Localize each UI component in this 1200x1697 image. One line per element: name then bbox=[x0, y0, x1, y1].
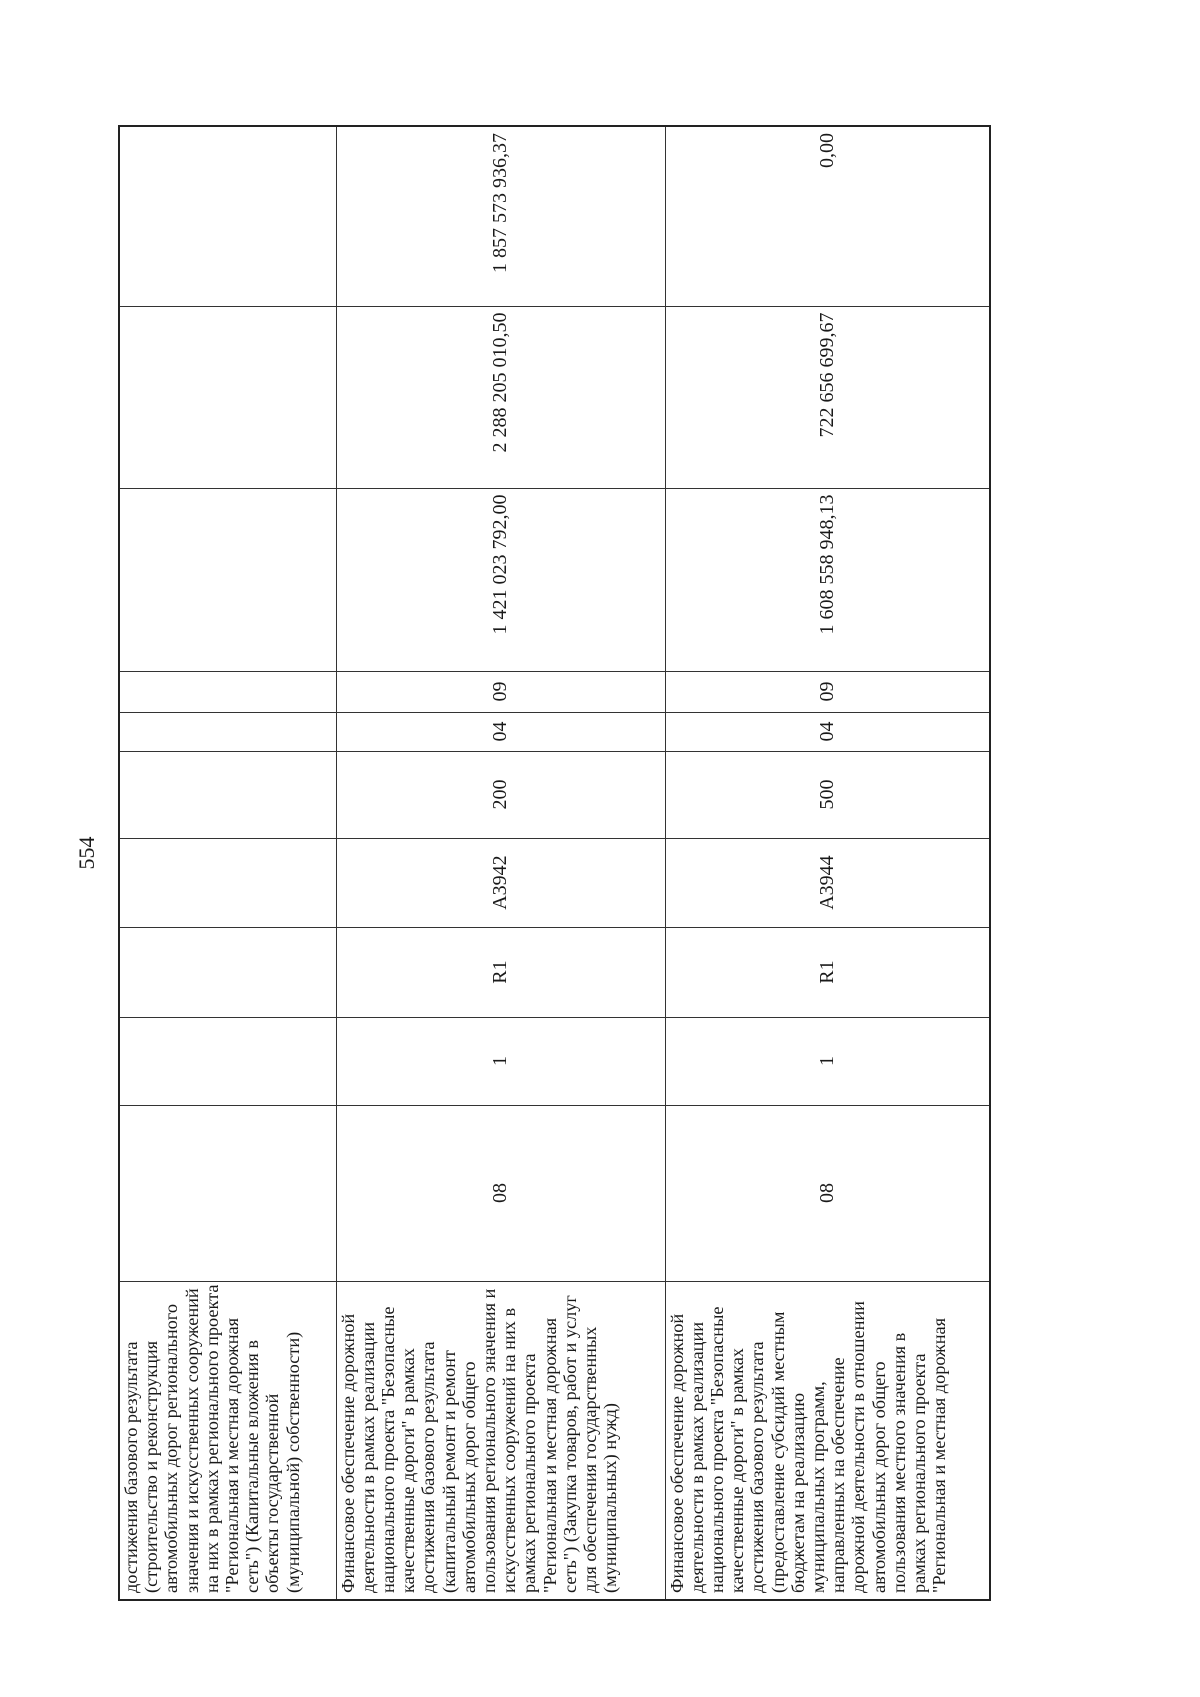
cell-amount-3: 1 857 573 936,37 bbox=[336, 126, 665, 306]
cell-code-a: 08 bbox=[336, 1105, 665, 1281]
table-row bbox=[119, 126, 336, 1600]
cell-code-d: А3944 bbox=[665, 838, 990, 927]
cell-code-f bbox=[119, 712, 336, 751]
row-description: Финансовое обеспечение дорожной деятельности в рамках реализации национального проекта "Безопасные качественные дороги" в рамках достижения базового результата (предоставление субсидий местным бюджетам на реализацию муниципальных программ, направленных на обеспечение дорожной деятельности в отношении автомобильных дорог общего пользования местного значения в рамках регионального проекта "Региональная и местная дорожная bbox=[665, 1281, 990, 1600]
cell-code-e: 500 bbox=[665, 751, 990, 838]
cell-code-g: 09 bbox=[665, 671, 990, 712]
cell-code-f: 04 bbox=[665, 712, 990, 751]
cell-code-c bbox=[119, 927, 336, 1017]
row-description: Финансовое обеспечение дорожной деятельности в рамках реализации национального проекта "Безопасные качественные дороги" в рамках достижения базового результата (капитальный ремонт и ремонт автомобильных дорог общего пользования регионального значения и искусственных сооружений на них в рамках регионального проекта "Региональная и местная дорожная сеть") (Закупка товаров, работ и услуг для обеспечения государственных (муниципальных) нужд) bbox=[336, 1281, 665, 1600]
page-number: 554 bbox=[74, 836, 99, 870]
cell-amount-2 bbox=[119, 306, 336, 488]
cell-amount-2: 722 656 699,67 bbox=[665, 306, 990, 488]
row-description: достижения базового результата (строительство и реконструкция автомобильных дорог регионального значения и искусственных сооружений на них в рамках регионального проекта "Региональная и местная дорожная сеть") (Капитальные вложения в объекты государственной (муниципальной) собственности) bbox=[119, 1281, 336, 1600]
cell-code-c: R1 bbox=[336, 927, 665, 1017]
cell-code-g: 09 bbox=[336, 671, 665, 712]
cell-code-b: 1 bbox=[665, 1017, 990, 1105]
cell-code-d bbox=[119, 838, 336, 927]
cell-code-e: 200 bbox=[336, 751, 665, 838]
cell-code-e bbox=[119, 751, 336, 838]
cell-code-g bbox=[119, 671, 336, 712]
cell-code-b: 1 bbox=[336, 1017, 665, 1105]
cell-amount-1: 1 421 023 792,00 bbox=[336, 488, 665, 671]
cell-code-a: 08 bbox=[665, 1105, 990, 1281]
cell-amount-2: 2 288 205 010,50 bbox=[336, 306, 665, 488]
table-row bbox=[665, 126, 990, 1600]
cell-code-a bbox=[119, 1105, 336, 1281]
cell-code-c: R1 bbox=[665, 927, 990, 1017]
cell-amount-3 bbox=[119, 126, 336, 306]
cell-amount-3: 0,00 bbox=[665, 126, 990, 306]
cell-code-b bbox=[119, 1017, 336, 1105]
budget-table bbox=[118, 125, 991, 1601]
cell-code-d: А3942 bbox=[336, 838, 665, 927]
cell-amount-1 bbox=[119, 488, 336, 671]
cell-amount-1: 1 608 558 948,13 bbox=[665, 488, 990, 671]
table-row bbox=[336, 126, 665, 1600]
cell-code-f: 04 bbox=[336, 712, 665, 751]
